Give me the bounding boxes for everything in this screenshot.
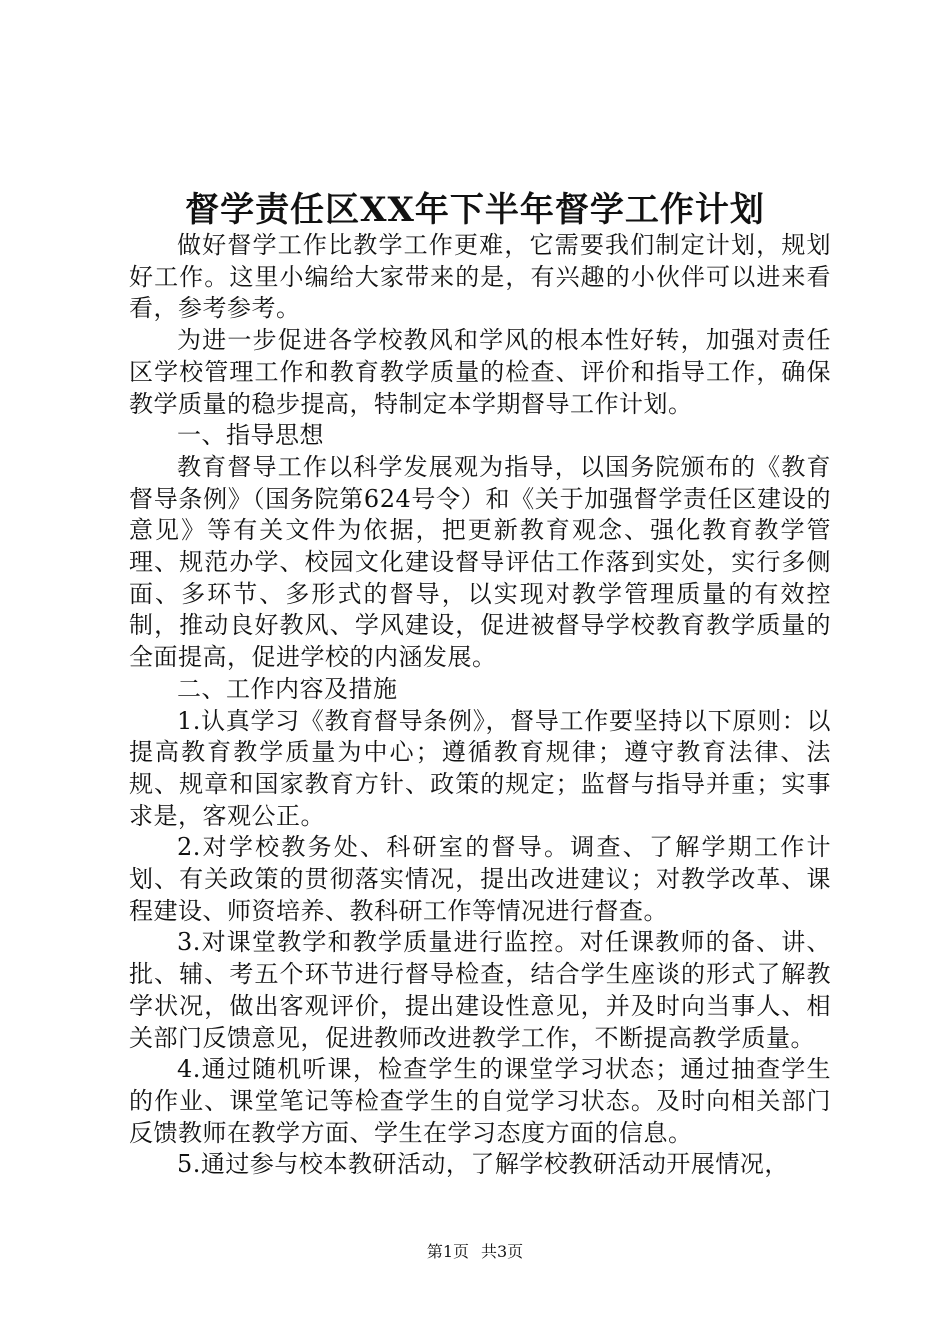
intro-paragraph: 做好督学工作比教学工作更难，它需要我们制定计划，规划好工作。这里小编给大家带来的是，有兴趣的小伙伴可以进来看看，参考参考。: [129, 231, 831, 323]
purpose-paragraph: 为进一步促进各学校教风和学风的根本性好转，加强对责任区学校管理工作和教育教学质量的检查、评价和指导工作，确保教学质量的稳步提高，特制定本学期督导工作计划。: [129, 326, 831, 418]
guiding-thought-paragraph: 教育督导工作以科学发展观为指导，以国务院颁布的《教育督导条例》（国务院第624号令）和《关于加强督学责任区建设的意见》等有关文件为依据，把更新教育观念、强化教育教学管理、规范办学、校园文化建设督导评估工作落到实处，实行多侧面、多环节、多形式的督导，以实现对教学管理质量的有效控制，推动良好教风、学风建设，促进被督导学校教育教学质量的全面提高，促进学校的内涵发展。: [129, 452, 831, 672]
document-title: 督学责任区XX年下半年督学工作计划: [185, 190, 765, 230]
list-item-2: 2.对学校教务处、科研室的督导。调查、了解学期工作计划、有关政策的贯彻落实情况，提出改进建议；对教学改革、课程建设、师资培养、教科研工作等情况进行督查。: [129, 833, 831, 925]
list-item-3: 3.对课堂教学和教学质量进行监控。对任课教师的备、讲、批、辅、考五个环节进行督导检查，结合学生座谈的形式了解教学状况，做出客观评价，提出建设性意见，并及时向当事人、相关部门反馈意见，促进教师改进教学工作，不断提高教学质量。: [129, 928, 831, 1052]
list-item-5: 5.通过参与校本教研活动，了解学校教研活动开展情况，: [177, 1150, 789, 1179]
document-body: [129, 230, 831, 1181]
section-heading-work-content: 二、工作内容及措施: [177, 674, 398, 703]
section-heading-guiding-thought: 一、指导思想: [177, 421, 324, 450]
page-total: 共3页: [481, 1242, 524, 1261]
list-item-4: 4.通过随机听课，检查学生的课堂学习状态；通过抽查学生的作业、课堂笔记等检查学生的自觉学习状态。及时向相关部门反馈教师在教学方面、学生在学习态度方面的信息。: [129, 1055, 831, 1147]
list-item-1: 1.认真学习《教育督导条例》，督导工作要坚持以下原则：以提高教育教学质量为中心；遵循教育规律；遵守教育法律、法规、规章和国家教育方针、政策的规定；监督与指导并重；实事求是，客观公正。: [129, 706, 831, 830]
page-footer: [0, 1240, 950, 1264]
page-number: 第1页: [426, 1242, 469, 1261]
